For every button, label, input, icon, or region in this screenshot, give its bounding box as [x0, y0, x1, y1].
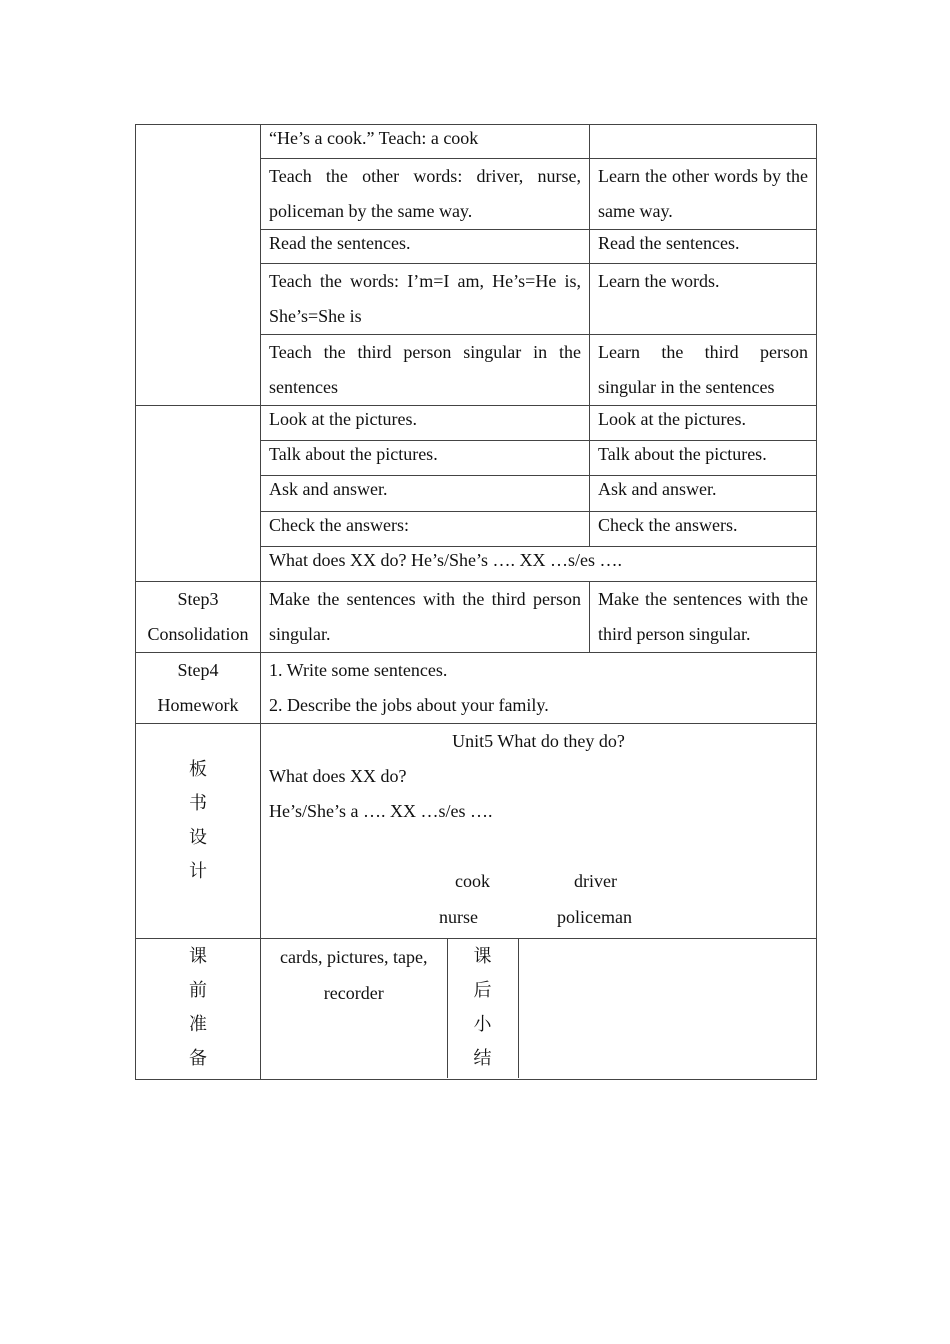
homework-content: [261, 653, 817, 724]
step4-label-line1: Step4: [177, 660, 219, 680]
board-words-row: [269, 864, 808, 900]
student-activity: [590, 125, 817, 159]
teacher-activity: Talk about the pictures.: [261, 441, 590, 476]
teacher-activity: Check the answers:: [261, 512, 590, 547]
student-activity: Make the sentences with the third person singular.: [590, 582, 817, 653]
prep-content: cards, pictures, tape, recorder: [261, 939, 447, 1078]
homework-item: 2. Describe the jobs about your family.: [269, 695, 549, 715]
step3-label-line1: Step3: [177, 589, 219, 609]
board-line: What does XX do?: [269, 766, 407, 786]
teacher-activity: Teach the third person singular in the sentences: [261, 335, 590, 406]
board-label-char: 书: [189, 793, 207, 813]
summary-label-char: 课: [473, 946, 492, 966]
student-activity: Look at the pictures.: [590, 406, 817, 441]
student-activity: Learn the third person singular in the sentences: [590, 335, 817, 406]
board-word: policeman: [557, 907, 632, 927]
summary-label: [447, 939, 518, 1078]
prep-label-char: 准: [189, 1014, 207, 1034]
summary-label-char: 后: [473, 980, 492, 1000]
board-design-content: [261, 724, 817, 939]
teacher-activity: Look at the pictures.: [261, 406, 590, 441]
table-row: [136, 406, 817, 441]
step3-label-line2: Consolidation: [147, 624, 249, 644]
teacher-activity: Teach the words: I’m=I am, He’s=He is, She’s=She is: [261, 264, 590, 335]
board-label-char: 计: [189, 861, 207, 881]
lesson-plan-table: [135, 124, 817, 1080]
prep-label: [136, 939, 261, 1080]
teacher-activity: Ask and answer.: [261, 476, 590, 512]
step-label-cell-empty: [136, 125, 261, 406]
board-word: driver: [574, 871, 617, 891]
summary-label-char: 结: [473, 1048, 492, 1068]
prep-label-char: 备: [189, 1048, 207, 1068]
prep-label-char: 课: [189, 946, 207, 966]
student-activity: Learn the other words by the same way.: [590, 159, 817, 230]
board-blank: [269, 829, 808, 864]
prep-summary-table: [261, 939, 817, 1078]
prep-label-char: 前: [189, 980, 207, 1000]
table-row: [136, 653, 817, 724]
step4-label: [136, 653, 261, 724]
table-row: [136, 582, 817, 653]
student-activity: Check the answers.: [590, 512, 817, 547]
board-word: cook: [455, 871, 490, 891]
practice-pattern: What does XX do? He’s/She’s …. XX …s/es ….: [261, 547, 817, 582]
board-word: nurse: [439, 907, 478, 927]
student-activity: Learn the words.: [590, 264, 817, 335]
teacher-activity: Read the sentences.: [261, 230, 590, 264]
summary-label-char: 小: [473, 1014, 492, 1034]
step4-label-line2: Homework: [157, 695, 239, 715]
student-activity: Read the sentences.: [590, 230, 817, 264]
teacher-activity: Make the sentences with the third person singular.: [261, 582, 590, 653]
student-activity: Talk about the pictures.: [590, 441, 817, 476]
homework-item: 1. Write some sentences.: [269, 660, 448, 680]
board-title: Unit5 What do they do?: [452, 731, 625, 751]
teacher-activity: “He’s a cook.” Teach: a cook: [261, 125, 590, 159]
board-line: He’s/She’s a …. XX …s/es ….: [269, 801, 493, 821]
table-row: [136, 125, 817, 159]
step3-label: [136, 582, 261, 653]
board-words-row: [269, 900, 808, 936]
step-label-cell-empty: [136, 406, 261, 582]
table-row: [136, 724, 817, 939]
prep-summary-cell: [261, 939, 817, 1080]
lesson-plan-page: [135, 124, 816, 1080]
table-row: [136, 939, 817, 1080]
teacher-activity: Teach the other words: driver, nurse, policeman by the same way.: [261, 159, 590, 230]
board-label-char: 设: [189, 827, 207, 847]
board-label-char: 板: [189, 759, 207, 779]
student-activity: Ask and answer.: [590, 476, 817, 512]
summary-content: [518, 939, 817, 1078]
board-design-label: [136, 724, 261, 939]
